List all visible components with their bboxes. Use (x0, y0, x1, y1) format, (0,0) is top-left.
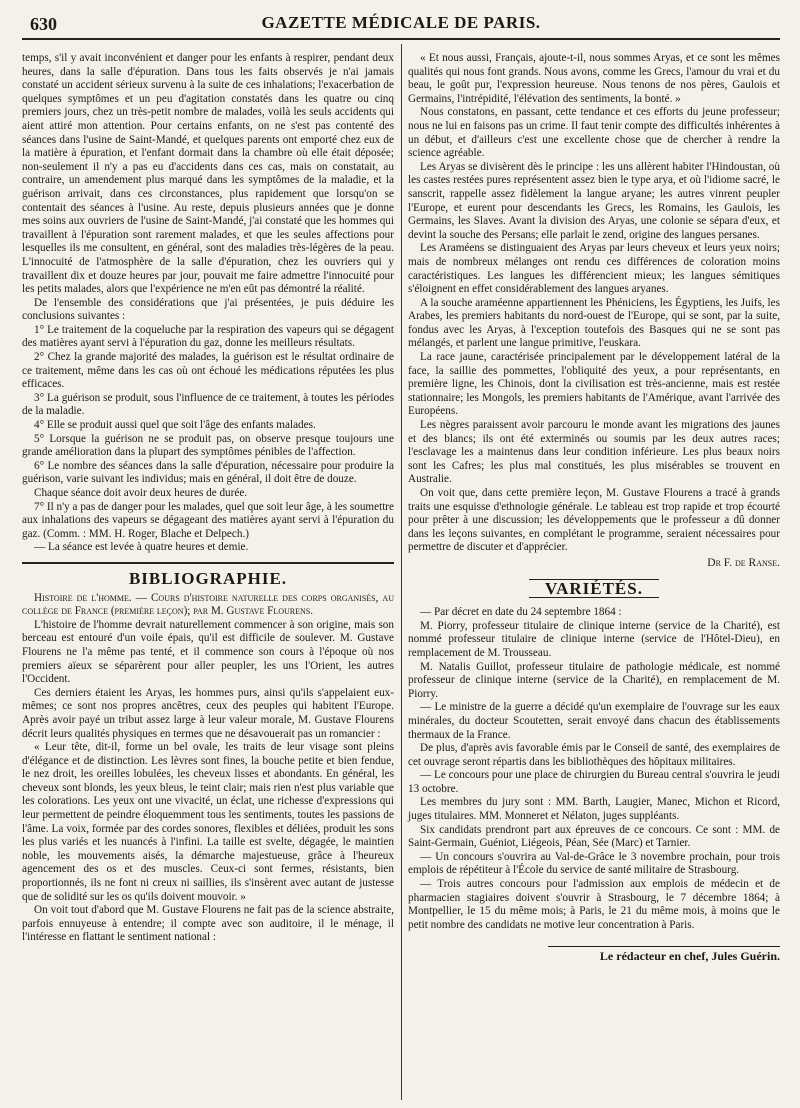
editor-line: Le rédacteur en chef, Jules Guérin. (548, 946, 780, 964)
paragraph: 6° Le nombre des séances dans la salle d'épuration, nécessaire pour produire la guérison, varie suivant les individus; mais en général, il doit être de douze. (22, 459, 394, 486)
paragraph: Les nègres paraissent avoir parcouru le monde avant les migrations des jaunes et des blancs; ils ont été exterminés ou soumis par les deux autres races; l'esclavage les a maintenus dans leur condition inférieure. Les plus beaux noirs sont les Cafres; les plus mal constitués, les plus misérables se trouvent en Australie. (408, 419, 780, 486)
varietes-paragraph: — Trois autres concours pour l'admission aux emplois de médecin et de pharmacien stagiaires doivent s'ouvrir à Strasbourg, le 7 décembre 1864; à Montpellier, le 15 du même mois; à Paris, le 21 du même mois, à moins que le petit nombre des candidats ne motive leur concentration à Paris. (408, 878, 780, 931)
paragraph: 2° Chez la grande majorité des malades, la guérison est le résultat ordinaire de ce traitement, même dans les cas où ont échoué les médications réputées les plus efficaces. (22, 351, 394, 391)
varietes-paragraph: — Le concours pour une place de chirurgien du Bureau central s'ouvrira le jeudi 13 octobre. (408, 769, 780, 795)
page-number: 630 (30, 14, 57, 34)
paragraph: Chaque séance doit avoir deux heures de durée. (34, 487, 248, 499)
varietes-paragraph: M. Natalis Guillot, professeur titulaire de pathologie médicale, est nommé professeur de clinique interne (service de la Charité), en remplacement de M. Piorry. (408, 660, 780, 700)
paragraph: « Et nous aussi, Français, ajoute-t-il, nous sommes Aryas, et ce sont les mêmes qualités qui nous font grands. Nous avons, comme les Grecs, l'amour du vrai et du beau, le goût pur, l'expression heureuse. Nous tenons de nos pères, Gaulois et Germains, l'intrépidité, l'élévation des sentiments, la bonté. » (408, 52, 780, 105)
paragraph: 5° Lorsque la guérison ne se produit pas, on observe presque toujours une grande amélioration dans la plupart des symptômes pénibles de l'affection. (22, 432, 394, 459)
bibliography-paragraph: On voit tout d'abord que M. Gustave Flourens ne fait pas de la science abstraite, parfois ennuyeuse à entendre; il compte avec son auditoire, il le ménage, il l'intéresse en flattant le sentiment national : (22, 904, 394, 944)
section-rule (22, 562, 394, 564)
newspaper-page (22, 8, 780, 1100)
varietes-title: VARIÉTÉS. (529, 579, 659, 599)
paragraph: temps, s'il y avait inconvénient et danger pour les enfants à respirer, pendant deux heures, dans la salle d'épuration. Dans tous les faits observés je n'ai jamais constaté un accident sérieux survenu à la suite de ces inhalations; l'exacerbation de quelques symptômes et un peu d'agitation constatés dans les quatre ou cinq premiers jours, chez un très-petit nombre de malades, voilà les seuls accidents qui aient attiré mon attention. Pour certains enfants, on ne s'est pas contenté des séances dans l'usine de Saint-Mandé, et quelques parents ont emporté chez eux de la matière à épuration, et l'enfant dormait dans la chambre où elle était déposée; non-seulement il n'y a pas eu d'accidents dans ces cas, mais on constatait, au contraire, un amendement plus marqué dans les symptômes de la maladie, et la guérison arrivait, dans ces circonstances, plus rapidement que lorsqu'on se contentait des séances à l'usine. Au reste, depuis plusieurs années que je donne mes soins aux ouvriers de l'usine de Saint-Mandé, j'ai constaté que les hommes qui travaillent à l'épuration sont rarement malades, et que les seules affections pour lesquelles ils me consultent, en général, sont des maladies très-légères de la peau. L'innocuité de l'atmosphère de la salle d'épuration, chez les ouvriers qui y travaillent dix et douze heures par jour, pouvait me faire admettre l'innocuité pour les petits malades, alors que l'expérience ne m'en eût pas démontré la réalité. (22, 52, 394, 296)
varietes-paragraph: De plus, d'après avis favorable émis par le Conseil de santé, des exemplaires de cet ouvrage seront répartis dans les bibliothèques des hôpitaux militaires. (408, 742, 780, 768)
paragraph: A la souche araméenne appartiennent les Phéniciens, les Égyptiens, les Juifs, les Arabes, les premiers habitants du nord-ouest de l'Europe, qui se sont, par la suite, fondus avec les Aryas, à l'exception toutefois des Basques qui ne se sont pas mélangés, et parlent une langue primitive, l'euskara. (408, 296, 780, 350)
bibliography-paragraph: L'histoire de l'homme devrait naturellement commencer à son origine, mais son berceau est entouré d'un voile épais, qu'il est difficile de soulever. M. Gustave Flourens ne l'a même pas tenté, et il commence son cours à l'époque où nos premiers aïeux se séparèrent pour aller peupler, les uns l'Orient, les autres l'Occident. (22, 618, 394, 686)
paragraph: On voit que, dans cette première leçon, M. Gustave Flourens a tracé à grands traits une esquisse d'ethnologie générale. Le tableau est trop rapide et trop écourté pour prêter à une discussion; les développements que le professeur a dû donner dans les leçons suivantes, en complétant le programme, seraient nécessaires pour permettre de discuter et d'apprécier. (408, 487, 780, 554)
paragraph: 1° Le traitement de la coqueluche par la respiration des vapeurs qui se dégagent des matières ayant servi à l'épuration du gaz, donne les meilleurs résultats. (22, 323, 394, 350)
bibliography-paragraph: Ces derniers étaient les Aryas, les hommes purs, ainsi qu'ils s'appelaient eux-mêmes; ce sont nos propres ancêtres, ceux des peuples qui habitent l'Europe. Après avoir payé un tribut assez large à leur valeur morale, M. Gustave Flourens décrit leurs qualités physiques en termes que ne désavouerait pas un romancier : (22, 686, 394, 740)
paragraph: Les Aryas se divisèrent dès le principe : les uns allèrent habiter l'Hindoustan, où les castes restées pures représentent assez bien le type arya, et où l'idiome sacré, le sanscrit, rappelle assez fidèlement la langue aryane; les autres vinrent peupler l'Europe, et eurent pour descendants les Grecs, les Romains, les Gaulois, les Germains, les Slaves. Avant la division des Aryas, une colonie se sépara d'eux, et devint la souche des Persans; elle parlait le zend, origine des langues persanes. (408, 160, 780, 241)
right-column (408, 52, 780, 964)
journal-title: GAZETTE MÉDICALE DE PARIS. (261, 13, 541, 32)
varietes-paragraph: — Par décret en date du 24 septembre 1864 : (420, 606, 622, 619)
paragraph: — La séance est levée à quatre heures et demie. (34, 541, 249, 554)
paragraph: Les Araméens se distinguaient des Aryas par leurs cheveux et leurs yeux noirs; mais de nombreux mélanges ont rendu ces différences de coloration moins caractéristiques. Les langues les différencient mieux; les langues sémitiques s'éloignent en effet considérablement des langues aryanes. (408, 242, 780, 296)
varietes-paragraph: M. Piorry, professeur titulaire de clinique interne (service de la Charité), est nommé professeur titulaire de clinique interne (service de l'Hôtel-Dieu), en remplacement de M. Trousseau. (408, 619, 780, 659)
bibliography-title: BIBLIOGRAPHIE. (128, 568, 288, 588)
varietes-paragraph: — Un concours s'ouvrira au Val-de-Grâce le 3 novembre prochain, pour trois emplois de répétiteur à l'École du service de santé militaire de Strasbourg. (408, 850, 780, 877)
column-divider (401, 44, 402, 1100)
page-header (22, 8, 780, 40)
paragraph: 4° Elle se produit aussi quel que soit l'âge des enfants malades. (34, 419, 316, 432)
varietes-paragraph: Les membres du jury sont : MM. Barth, Laugier, Manec, Michon et Ricord, juges titulaires. MM. Monneret et Nélaton, juges suppléants. (408, 796, 780, 823)
paragraph: De l'ensemble des considérations que j'ai présentées, je puis déduire les conclusions suivantes : (22, 296, 394, 323)
author-signature: Dr F. de Ranse. (707, 556, 780, 569)
paragraph: 3° La guérison se produit, sous l'influence de ce traitement, à toutes les périodes de la maladie. (22, 391, 394, 418)
left-column (22, 52, 394, 945)
paragraph: 7° Il n'y a pas de danger pour les malades, quel que soit leur âge, à les soumettre aux inhalations des vapeurs se dégageant des matières ayant servi à l'épuration du gaz. (Comm. : MM. H. Roger, Blache et Delpech.) (22, 500, 394, 540)
bibliography-heading: Histoire de l'homme. — Cours d'histoire naturelle des corps organisés, au collège de France (première leçon); par M. Gustave Flourens. (22, 591, 394, 618)
paragraph: Nous constatons, en passant, cette tendance et ces efforts du jeune professeur; nous ne lui en faisons pas un crime. Il faut tenir compte des difficultés inhérentes à un début, et d'ailleurs c'est une excellente chose que de chercher à rendre la science agréable. (408, 106, 780, 160)
varietes-paragraph: — Le ministre de la guerre a décidé qu'un exemplaire de l'ouvrage sur les eaux minérales, du docteur Scoutetten, serait envoyé dans chacun des établissements thermaux de la France. (408, 701, 780, 741)
bibliography-paragraph: « Leur tête, dit-il, forme un bel ovale, les traits de leur visage sont pleins d'élégance et de distinction. Les lèvres sont fines, la bouche petite et bien fendue, le nez droit, les oreilles lobulées, les cheveux lisses et abondants. En général, les cheveux sont blonds, les yeux bleus, le teint clair; mais rien n'est plus variable que les colorations. Les yeux ont une vivacité, un éclat, une richesse d'expressions qui leur permettent de peindre éloquemment tous les sentiments, toutes les passions de l'âme. La voix, formée par des cordes sonores, flexibles et déliées, produit les sons les plus variés et les nuancés à l'infini. La taille est svelte, dégagée, le maintien noble, les mouvements aisés, la démarche majestueuse, grâce à l'heureux agencement des os et des muscles. Ceux-ci sont fermes, résistants, bien proportionnés, ils ne font ni creux ni saillies, ils s'insèrent avec autant de justesse que de solidité sur les os qu'ils doivent mouvoir. » (22, 741, 394, 903)
varietes-paragraph: Six candidats prendront part aux épreuves de ce concours. Ce sont : MM. de Saint-Germain, Guéniot, Liégeois, Péan, Sée (Marc) et Tarnier. (408, 823, 780, 850)
paragraph: La race jaune, caractérisée principalement par le développement latéral de la face, la saillie des pommettes, l'obliquité des yeux, a pour représentants, en première ligne, les Chinois, dont la civilisation est très-ancienne, mais est restée stationnaire; les Mongols, les premiers habitants de l'Amérique, avant l'arrivée des Européens. (408, 351, 780, 418)
